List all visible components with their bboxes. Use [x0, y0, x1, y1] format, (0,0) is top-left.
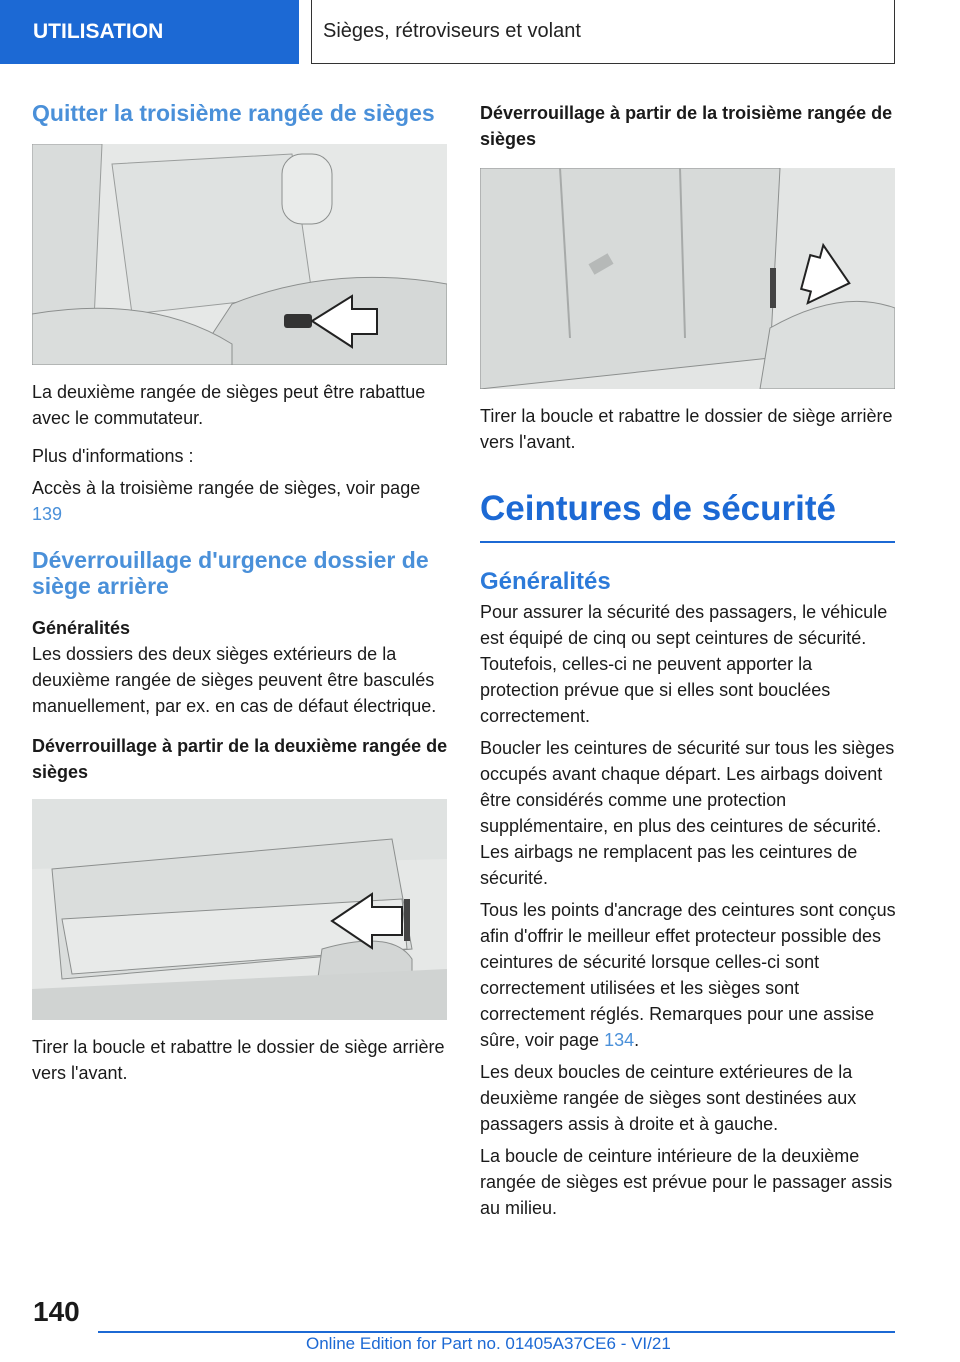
page-number: 140	[33, 1296, 80, 1327]
title-rule	[480, 541, 895, 543]
heading-quit-third-row: Quitter la troisième rangée de sièges	[32, 100, 435, 126]
figure-second-row-switch	[32, 144, 447, 365]
paragraph-5: La boucle de ceinture intérieure de la deuxième rangée de sièges est prévue pour le passager assis au milieu.	[480, 1145, 893, 1218]
heading-emergency-unlock: Déverrouillage d'urgence dossier de siège arrière	[32, 547, 429, 599]
figure-second-row-unlock	[32, 799, 447, 1020]
fig1-caption: La deuxième rangée de sièges peut être rabattue avec le commutateur.	[32, 382, 426, 428]
paragraph-2: Boucler les ceintures de sécurité sur tous les sièges occupés avant chaque départ. Les airbags doivent être considérés comme une protection supplémentaire, en plus des ceintures de sécurité. Les airbags ne remplacent pas les ceintures de sécurité.	[480, 737, 895, 888]
subheading-unlock-second-row: Déverrouillage à partir de la deuxième rangée de sièges	[32, 736, 448, 782]
figure-third-row-unlock	[480, 168, 895, 389]
header-subsection: Sièges, rétroviseurs et volant	[311, 0, 895, 64]
paragraph-3-period: .	[634, 1029, 640, 1050]
edition-footer: Online Edition for Part no. 01405A37CE6 - VI/21	[306, 1334, 671, 1353]
reference-text	[32, 475, 448, 527]
page-link-134[interactable]: 134	[604, 1029, 635, 1050]
heading-general: Généralités	[480, 567, 611, 595]
subheading-general: Généralités	[32, 618, 131, 638]
paragraph-1: Pour assurer la sécurité des passagers, le véhicule est équipé de cinq ou sept ceintures de sécurité. Toutefois, celles-ci ne peuvent apporter la protection prévue que si elles sont bouclées correctement.	[480, 601, 888, 726]
header-section: UTILISATION	[0, 0, 299, 64]
section-title: Ceintures de sécurité	[480, 489, 836, 528]
paragraph-3-text: Tous les points d'ancrage des ceintures sont conçus afin d'offrir le meilleur effet protecteur possible des ceintures de sécurité lorsque celles-ci sont correctement utilisées et les sièges sont correctement réglés. Remarques pour une assise sûre, voir page	[480, 899, 896, 1050]
paragraph-4: Les deux boucles de ceinture extérieures de la deuxième rangée de sièges sont destinées aux passagers assis à droite et à gauche.	[480, 1061, 857, 1134]
fig2-caption: Tirer la boucle et rabattre le dossier de siège arrière vers l'avant.	[32, 1037, 445, 1083]
footer-rule	[98, 1331, 895, 1333]
more-info-label: Plus d'informations :	[32, 446, 194, 466]
right-column	[480, 100, 896, 1221]
page-link-139[interactable]: 139	[32, 504, 63, 524]
subheading-unlock-third-row: Déverrouillage à partir de la troisième rangée de sièges	[480, 103, 893, 149]
fig3-caption: Tirer la boucle et rabattre le dossier de siège arrière vers l'avant.	[480, 406, 893, 452]
general-paragraph: Les dossiers des deux sièges extérieurs de la deuxième rangée de sièges peuvent être basculés manuellement, par ex. en cas de défaut électrique.	[32, 644, 437, 716]
left-column	[32, 100, 448, 1086]
paragraph-3	[480, 897, 896, 1053]
reference-label: Accès à la troisième rangée de sièges, voir page	[32, 478, 421, 498]
